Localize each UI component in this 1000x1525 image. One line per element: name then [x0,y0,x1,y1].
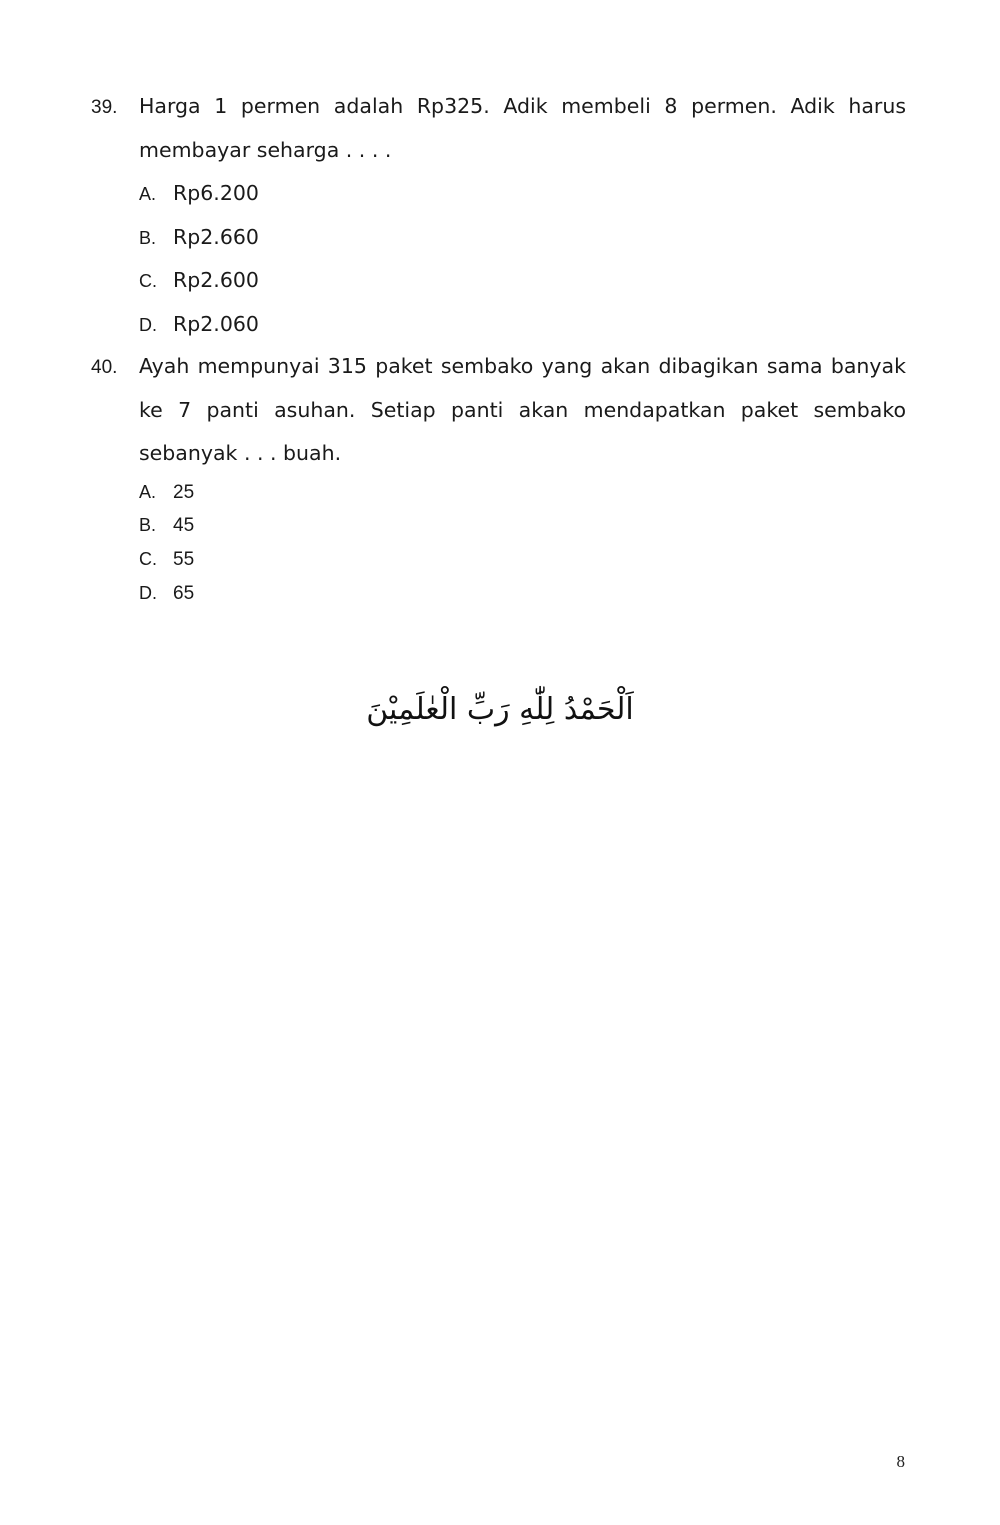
option-text: Rp6.200 [173,181,259,205]
option-c[interactable] [139,259,906,303]
option-letter: A. [139,481,157,502]
question-text: Harga 1 permen adalah Rp325. Adik membeli 8 permen. Adik harus membayar seharga . . . . [139,94,906,162]
option-text: 55 [173,548,195,570]
option-letter: A. [139,184,157,204]
question-39 [91,85,906,346]
option-a[interactable] [139,172,906,216]
option-d[interactable] [139,303,906,347]
option-letter: C. [139,271,157,291]
question-40 [91,345,906,610]
page-number: 8 [896,1452,905,1471]
option-letter: B. [139,227,157,248]
option-letter: B. [139,515,157,536]
option-b[interactable] [139,509,906,543]
option-text: 65 [173,582,195,604]
option-letter: C. [139,548,157,569]
option-b[interactable] [139,216,906,260]
option-letter: D. [139,314,157,335]
option-text: Rp2.060 [173,311,259,336]
question-number: 40. [91,357,118,378]
option-a[interactable] [139,476,906,510]
option-text: Rp2.660 [173,224,259,249]
option-text: Rp2.600 [173,268,259,292]
option-letter: D. [139,582,157,603]
question-number: 39. [91,97,118,118]
answer-options [139,476,906,611]
option-text: 25 [173,481,195,503]
answer-options [139,172,906,346]
option-d[interactable] [139,577,906,611]
question-text: Ayah mempunyai 315 paket sembako yang akan dibagikan sama banyak ke 7 panti asuhan. Setiap panti akan mendapatkan paket sembako sebanyak . . . buah. [139,354,906,465]
arabic-closing-text: اَلْحَمْدُ لِلّٰهِ رَبِّ الْعٰلَمِيْنَ [366,692,634,727]
option-text: 45 [173,515,195,537]
option-c[interactable] [139,543,906,577]
